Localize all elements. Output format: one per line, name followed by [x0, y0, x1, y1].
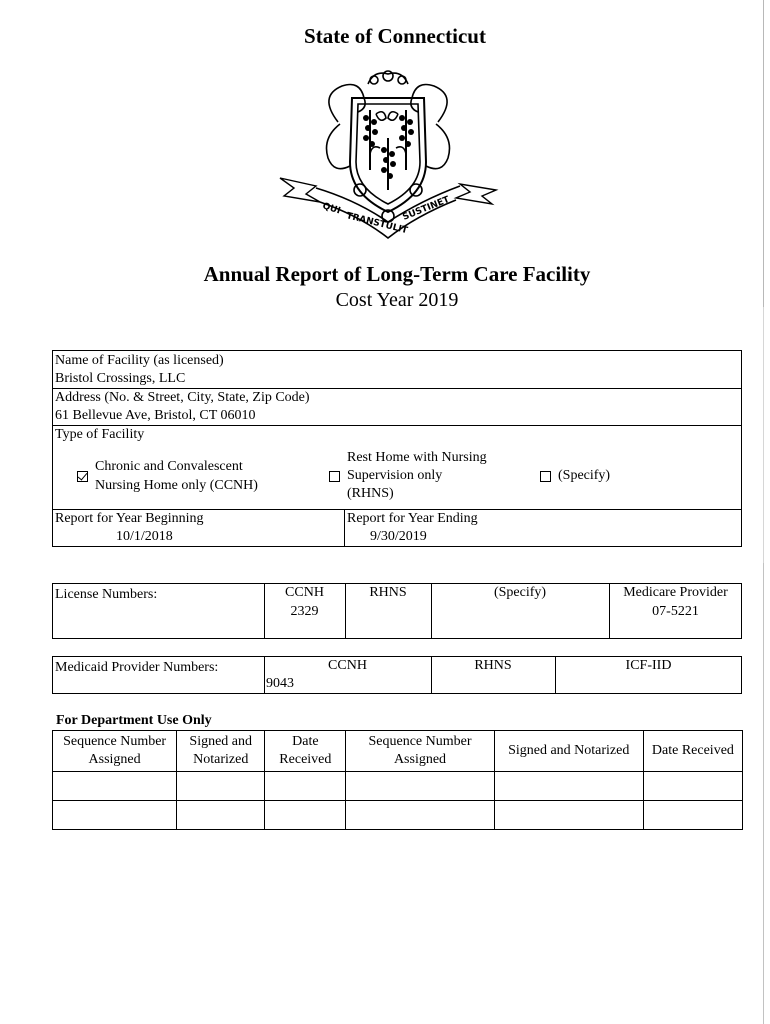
ccnh-type-option [95, 458, 258, 495]
medicare-provider-value: 07-5221 [652, 604, 699, 619]
rhns-checkbox[interactable] [329, 471, 340, 482]
license-ccnh-label: CCNH [285, 585, 324, 600]
address-value: 61 Bellevue Ave, Bristol, CT 06010 [55, 408, 256, 423]
table-cell[interactable] [265, 772, 346, 801]
license-specify-label: (Specify) [493, 585, 547, 600]
medicare-provider-label: Medicare Provider [623, 585, 728, 600]
table-cell[interactable] [643, 801, 742, 830]
year-end-value: 9/30/2019 [370, 529, 427, 544]
license-ccnh-value: 2329 [290, 604, 319, 619]
table-cell[interactable] [177, 801, 265, 830]
ccnh-checkbox[interactable] [77, 471, 88, 482]
divider [344, 509, 345, 547]
cost-year: Cost Year 2019 [335, 289, 459, 311]
seal-motto-2: TRANSTULIT [345, 211, 409, 237]
year-begin-label: Report for Year Beginning [55, 511, 204, 526]
page-title: State of Connecticut [304, 24, 486, 48]
medicaid-icf-iid-label: ICF-IID [625, 658, 672, 673]
medicaid-rhns-label: RHNS [474, 658, 512, 673]
address-label: Address (No. & Street, City, State, Zip Code) [55, 390, 310, 405]
license-rhns-label: RHNS [369, 585, 407, 600]
table-cell[interactable] [494, 801, 643, 830]
col-date-received: Date Received [265, 731, 346, 772]
table-row [53, 801, 743, 830]
medicaid-numbers-label: Medicaid Provider Numbers: [55, 660, 219, 675]
specify-checkbox[interactable] [540, 471, 551, 482]
rhns-type-option [347, 449, 487, 503]
department-use-label: For Department Use Only [56, 713, 212, 728]
facility-name-value: Bristol Crossings, LLC [55, 371, 186, 386]
ccnh-type-line-1: Chronic and Convalescent [95, 459, 243, 474]
medicaid-ccnh-value: 9043 [266, 676, 294, 691]
col-signed-notarized: Signed and Notarized [494, 731, 643, 772]
col-sequence-number: Sequence Number Assigned [346, 731, 494, 772]
table-cell[interactable] [53, 772, 177, 801]
seal-motto-3: SUSTINET [401, 194, 452, 223]
report-title: Annual Report of Long-Term Care Facility [203, 262, 591, 286]
col-signed-notarized: Signed and Notarized [177, 731, 265, 772]
table-cell[interactable] [53, 801, 177, 830]
table-cell[interactable] [177, 772, 265, 801]
rhns-type-line-2: Supervision only [347, 468, 443, 483]
license-numbers-label: License Numbers: [55, 587, 158, 602]
col-date-received: Date Received [643, 731, 742, 772]
table-cell[interactable] [265, 801, 346, 830]
state-seal-image [276, 66, 500, 242]
table-cell[interactable] [643, 772, 742, 801]
scan-edge [763, 0, 764, 1024]
table-cell[interactable] [346, 772, 494, 801]
ccnh-type-line-2: Nursing Home only (CCNH) [95, 478, 258, 493]
table-cell[interactable] [346, 801, 494, 830]
rhns-type-line-3: (RHNS) [347, 486, 394, 501]
year-begin-value: 10/1/2018 [116, 529, 173, 544]
table-header-row [53, 731, 743, 772]
rhns-type-line-1: Rest Home with Nursing [347, 450, 487, 465]
seal-motto-1: QUI [321, 201, 342, 217]
year-end-label: Report for Year Ending [347, 511, 478, 526]
table-cell[interactable] [494, 772, 643, 801]
facility-name-label: Name of Facility (as licensed) [55, 353, 224, 368]
facility-type-label: Type of Facility [55, 427, 145, 442]
col-sequence-number: Sequence Number Assigned [53, 731, 177, 772]
divider [52, 425, 742, 426]
specify-type-label: (Specify) [558, 468, 611, 483]
department-use-table [52, 730, 743, 830]
table-row [53, 772, 743, 801]
medicaid-ccnh-label: CCNH [328, 658, 367, 673]
